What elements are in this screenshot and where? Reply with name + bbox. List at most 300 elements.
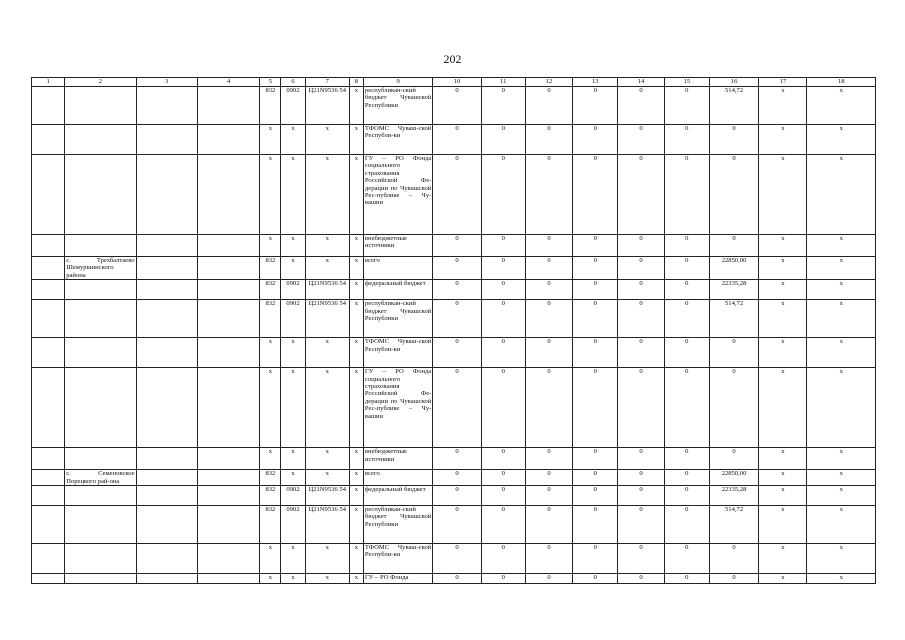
cell-value-col10: 0 — [433, 300, 481, 338]
cell-value-col11: 0 — [481, 280, 525, 300]
cell-value-col11: 0 — [481, 544, 525, 574]
cell-value-col18: x — [807, 87, 876, 125]
cell-value-col10: 0 — [433, 574, 481, 584]
cell-settlement — [65, 280, 136, 300]
cell-col1 — [32, 486, 65, 506]
cell-value-col12: 0 — [525, 486, 572, 506]
cell-value-col17: x — [759, 125, 807, 155]
cell-value-col13: 0 — [573, 338, 618, 368]
cell-funding-source: внебюджетные источники — [363, 235, 432, 257]
cell-settlement — [65, 574, 136, 584]
cell-value-col10: 0 — [433, 544, 481, 574]
cell-expense-type: x — [349, 257, 363, 280]
cell-value-col16: 22850,00 — [709, 470, 758, 486]
cell-value-col14: 0 — [618, 235, 664, 257]
cell-col1 — [32, 470, 65, 486]
cell-value-col11: 0 — [481, 338, 525, 368]
cell-value-col16: 0 — [709, 125, 758, 155]
cell-settlement — [65, 448, 136, 470]
cell-funding-source: республикан-ский бюджет Чувашской Республики — [363, 300, 432, 338]
cell-value-col18: x — [807, 368, 876, 448]
cell-col4 — [197, 87, 259, 125]
cell-value-col15: 0 — [664, 235, 709, 257]
cell-value-col12: 0 — [525, 470, 572, 486]
cell-funding-source: внебюджетные источники — [363, 448, 432, 470]
cell-ministry-code: 832 — [260, 280, 281, 300]
cell-value-col12: 0 — [525, 338, 572, 368]
cell-value-col11: 0 — [481, 448, 525, 470]
cell-settlement: с. Семеновское Порецкого рай-она — [66, 470, 135, 485]
cell-funding-source: федеральный бюджет — [363, 486, 432, 506]
cell-ministry-code: 832 — [260, 506, 281, 544]
cell-target-code: x — [305, 235, 349, 257]
cell-ministry-code: x — [260, 155, 281, 235]
cell-value-col11: 0 — [481, 486, 525, 506]
table-row — [32, 125, 876, 155]
column-header-1: 1 — [32, 78, 65, 87]
cell-value-col12: 0 — [525, 235, 572, 257]
cell-section-code: x — [281, 125, 305, 155]
cell-target-code: Ц21N9536 54 — [305, 87, 349, 125]
cell-value-col13: 0 — [573, 155, 618, 235]
cell-funding-source: ТФОМС Чуваш-ской Республи-ки — [363, 544, 432, 574]
cell-value-col15: 0 — [664, 506, 709, 544]
table-row — [32, 300, 876, 338]
cell-section-code: x — [281, 544, 305, 574]
table-row — [32, 87, 876, 125]
cell-value-col17: x — [759, 486, 807, 506]
budget-table — [31, 77, 876, 584]
cell-value-col15: 0 — [664, 300, 709, 338]
cell-col1 — [32, 338, 65, 368]
cell-value-col16: 0 — [709, 235, 758, 257]
cell-col1 — [32, 155, 65, 235]
cell-expense-type: x — [349, 506, 363, 544]
cell-value-col16: 22335,28 — [709, 280, 758, 300]
cell-ministry-code: 832 — [260, 87, 281, 125]
cell-target-code: x — [305, 368, 349, 448]
cell-funding-source: республикан-ский бюджет Чувашской Республики — [363, 506, 432, 544]
cell-value-col13: 0 — [573, 257, 618, 280]
cell-value-col18: x — [807, 574, 876, 584]
cell-value-col18: x — [807, 125, 876, 155]
cell-col4 — [197, 300, 259, 338]
column-header-11: 11 — [481, 78, 525, 87]
cell-col3 — [136, 506, 197, 544]
cell-col1 — [32, 257, 65, 280]
cell-value-col17: x — [759, 470, 807, 486]
cell-value-col15: 0 — [664, 257, 709, 280]
cell-value-col15: 0 — [664, 574, 709, 584]
cell-funding-source: республикан-ский бюджет Чувашской Республики — [363, 87, 432, 125]
cell-settlement — [65, 235, 136, 257]
cell-value-col18: x — [807, 235, 876, 257]
cell-value-col17: x — [759, 257, 807, 280]
cell-value-col11: 0 — [481, 574, 525, 584]
cell-col4 — [197, 486, 259, 506]
cell-value-col15: 0 — [664, 544, 709, 574]
cell-expense-type: x — [349, 338, 363, 368]
cell-value-col10: 0 — [433, 470, 481, 486]
cell-col1 — [32, 544, 65, 574]
cell-col3 — [136, 338, 197, 368]
cell-value-col16: 0 — [709, 338, 758, 368]
cell-col4 — [197, 338, 259, 368]
cell-value-col16: 514,72 — [709, 87, 758, 125]
cell-col4 — [197, 544, 259, 574]
cell-target-code: x — [305, 544, 349, 574]
cell-col4 — [197, 235, 259, 257]
cell-ministry-code: 832 — [260, 300, 281, 338]
table-row — [32, 544, 876, 574]
cell-expense-type: x — [349, 280, 363, 300]
cell-target-code: x — [305, 448, 349, 470]
cell-funding-source: ГУ – РО Фонда социального страхования Российской Фе-дерации по Чувашской Рес-публике – Чу-вашии — [363, 368, 432, 448]
cell-value-col14: 0 — [618, 280, 664, 300]
column-header-7: 7 — [305, 78, 349, 87]
cell-target-code: x — [305, 125, 349, 155]
cell-value-col11: 0 — [481, 155, 525, 235]
cell-value-col12: 0 — [525, 544, 572, 574]
cell-col3 — [136, 280, 197, 300]
cell-col3 — [136, 470, 197, 486]
cell-value-col18: x — [807, 280, 876, 300]
cell-settlement — [65, 368, 136, 448]
cell-value-col12: 0 — [525, 257, 572, 280]
cell-value-col18: x — [807, 257, 876, 280]
cell-ministry-code: x — [260, 368, 281, 448]
cell-value-col14: 0 — [618, 338, 664, 368]
cell-value-col17: x — [759, 235, 807, 257]
cell-value-col12: 0 — [525, 155, 572, 235]
cell-col3 — [136, 544, 197, 574]
cell-value-col15: 0 — [664, 155, 709, 235]
cell-col1 — [32, 125, 65, 155]
table-row — [32, 506, 876, 544]
cell-col4 — [197, 448, 259, 470]
cell-value-col16: 0 — [709, 544, 758, 574]
cell-value-col12: 0 — [525, 125, 572, 155]
cell-value-col10: 0 — [433, 280, 481, 300]
cell-ministry-code: 832 — [260, 486, 281, 506]
cell-value-col18: x — [807, 486, 876, 506]
cell-col4 — [197, 574, 259, 584]
cell-value-col14: 0 — [618, 544, 664, 574]
cell-col4 — [197, 470, 259, 486]
cell-section-code: x — [281, 257, 305, 280]
cell-value-col10: 0 — [433, 448, 481, 470]
page-number: 202 — [443, 52, 462, 66]
cell-col3 — [136, 125, 197, 155]
cell-col1 — [32, 368, 65, 448]
cell-col4 — [197, 155, 259, 235]
cell-value-col12: 0 — [525, 87, 572, 125]
cell-col1 — [32, 448, 65, 470]
cell-settlement — [65, 125, 136, 155]
cell-expense-type: x — [349, 448, 363, 470]
cell-section-code: x — [281, 448, 305, 470]
cell-value-col12: 0 — [525, 506, 572, 544]
column-header-12: 12 — [525, 78, 572, 87]
cell-expense-type: x — [349, 155, 363, 235]
cell-value-col12: 0 — [525, 448, 572, 470]
cell-value-col17: x — [759, 506, 807, 544]
cell-value-col13: 0 — [573, 486, 618, 506]
cell-value-col15: 0 — [664, 280, 709, 300]
cell-value-col16: 514,72 — [709, 506, 758, 544]
cell-value-col17: x — [759, 544, 807, 574]
table-row — [32, 338, 876, 368]
cell-target-code: x — [305, 338, 349, 368]
cell-funding-source: федеральный бюджет — [363, 280, 432, 300]
cell-settlement — [65, 506, 136, 544]
cell-value-col11: 0 — [481, 368, 525, 448]
cell-value-col11: 0 — [481, 257, 525, 280]
cell-value-col10: 0 — [433, 257, 481, 280]
cell-value-col13: 0 — [573, 574, 618, 584]
cell-value-col17: x — [759, 87, 807, 125]
cell-value-col14: 0 — [618, 257, 664, 280]
cell-col3 — [136, 300, 197, 338]
cell-value-col15: 0 — [664, 87, 709, 125]
column-header-5: 5 — [260, 78, 281, 87]
cell-col4 — [197, 506, 259, 544]
cell-target-code: x — [305, 470, 349, 486]
cell-col1 — [32, 506, 65, 544]
column-header-14: 14 — [618, 78, 664, 87]
cell-value-col10: 0 — [433, 125, 481, 155]
table-row — [32, 470, 876, 486]
cell-value-col13: 0 — [573, 470, 618, 486]
cell-value-col14: 0 — [618, 87, 664, 125]
cell-col3 — [136, 448, 197, 470]
cell-value-col16: 0 — [709, 368, 758, 448]
cell-value-col10: 0 — [433, 486, 481, 506]
table-row — [32, 574, 876, 584]
cell-value-col14: 0 — [618, 574, 664, 584]
column-header-2: 2 — [65, 78, 136, 87]
cell-value-col11: 0 — [481, 470, 525, 486]
cell-section-code: x — [281, 235, 305, 257]
cell-funding-source: всего — [363, 257, 432, 280]
cell-target-code: x — [305, 155, 349, 235]
cell-value-col11: 0 — [481, 87, 525, 125]
column-header-9: 9 — [363, 78, 432, 87]
cell-value-col11: 0 — [481, 125, 525, 155]
cell-funding-source: ГУ – РО Фонда социального страхования Российской Фе-дерации по Чувашской Рес-публике – Чу-вашии — [363, 155, 432, 235]
cell-value-col15: 0 — [664, 368, 709, 448]
cell-value-col14: 0 — [618, 155, 664, 235]
cell-col4 — [197, 368, 259, 448]
cell-col3 — [136, 574, 197, 584]
cell-value-col18: x — [807, 300, 876, 338]
table-row — [32, 448, 876, 470]
cell-value-col10: 0 — [433, 506, 481, 544]
cell-col3 — [136, 87, 197, 125]
cell-ministry-code: x — [260, 235, 281, 257]
cell-value-col13: 0 — [573, 544, 618, 574]
cell-value-col16: 22335,28 — [709, 486, 758, 506]
table-row — [32, 257, 876, 280]
cell-value-col13: 0 — [573, 280, 618, 300]
cell-target-code: x — [305, 574, 349, 584]
cell-ministry-code: x — [260, 125, 281, 155]
cell-value-col14: 0 — [618, 506, 664, 544]
cell-col3 — [136, 368, 197, 448]
cell-value-col15: 0 — [664, 448, 709, 470]
cell-value-col13: 0 — [573, 368, 618, 448]
cell-value-col12: 0 — [525, 300, 572, 338]
cell-value-col17: x — [759, 368, 807, 448]
cell-section-code: x — [281, 155, 305, 235]
cell-target-code: Ц21N9536 54 — [305, 300, 349, 338]
cell-expense-type: x — [349, 486, 363, 506]
cell-value-col18: x — [807, 544, 876, 574]
cell-settlement: с. Трехбалтаево Шемуршинского района — [66, 257, 135, 279]
cell-value-col12: 0 — [525, 280, 572, 300]
cell-value-col17: x — [759, 574, 807, 584]
cell-value-col11: 0 — [481, 506, 525, 544]
cell-value-col16: 0 — [709, 448, 758, 470]
cell-settlement — [65, 155, 136, 235]
cell-section-code: x — [281, 470, 305, 486]
cell-value-col13: 0 — [573, 87, 618, 125]
cell-value-col10: 0 — [433, 87, 481, 125]
column-header-18: 18 — [807, 78, 876, 87]
cell-expense-type: x — [349, 368, 363, 448]
cell-expense-type: x — [349, 300, 363, 338]
cell-value-col14: 0 — [618, 368, 664, 448]
cell-value-col14: 0 — [618, 448, 664, 470]
cell-col1 — [32, 574, 65, 584]
cell-settlement — [65, 300, 136, 338]
column-header-8: 8 — [349, 78, 363, 87]
cell-col4 — [197, 280, 259, 300]
table-row — [32, 235, 876, 257]
cell-value-col13: 0 — [573, 506, 618, 544]
cell-value-col10: 0 — [433, 338, 481, 368]
cell-value-col11: 0 — [481, 235, 525, 257]
cell-section-code: 0902 — [281, 486, 305, 506]
cell-value-col15: 0 — [664, 486, 709, 506]
cell-col1 — [32, 87, 65, 125]
column-header-3: 3 — [136, 78, 197, 87]
cell-target-code: x — [305, 257, 349, 280]
cell-expense-type: x — [349, 470, 363, 486]
cell-target-code: Ц21N9536 54 — [305, 280, 349, 300]
cell-ministry-code: x — [260, 574, 281, 584]
cell-col3 — [136, 235, 197, 257]
cell-value-col16: 0 — [709, 155, 758, 235]
table-row — [32, 368, 876, 448]
cell-section-code: 0902 — [281, 506, 305, 544]
column-header-15: 15 — [664, 78, 709, 87]
cell-section-code: x — [281, 574, 305, 584]
cell-value-col18: x — [807, 338, 876, 368]
cell-value-col16: 514,72 — [709, 300, 758, 338]
cell-ministry-code: x — [260, 338, 281, 368]
cell-value-col15: 0 — [664, 338, 709, 368]
cell-ministry-code: 832 — [260, 257, 281, 280]
cell-value-col17: x — [759, 155, 807, 235]
cell-value-col17: x — [759, 300, 807, 338]
cell-settlement — [65, 338, 136, 368]
cell-value-col13: 0 — [573, 125, 618, 155]
cell-value-col18: x — [807, 506, 876, 544]
cell-ministry-code: x — [260, 448, 281, 470]
cell-section-code: 0902 — [281, 87, 305, 125]
cell-col4 — [197, 125, 259, 155]
cell-value-col10: 0 — [433, 235, 481, 257]
cell-value-col17: x — [759, 338, 807, 368]
cell-target-code: Ц21N9536 54 — [305, 506, 349, 544]
cell-col1 — [32, 300, 65, 338]
cell-value-col18: x — [807, 470, 876, 486]
cell-col3 — [136, 155, 197, 235]
cell-section-code: x — [281, 338, 305, 368]
cell-section-code: 0902 — [281, 280, 305, 300]
cell-value-col14: 0 — [618, 125, 664, 155]
cell-value-col15: 0 — [664, 125, 709, 155]
cell-section-code: 0902 — [281, 300, 305, 338]
cell-expense-type: x — [349, 125, 363, 155]
table-row — [32, 486, 876, 506]
cell-expense-type: x — [349, 544, 363, 574]
cell-value-col10: 0 — [433, 155, 481, 235]
cell-col3 — [136, 257, 197, 280]
cell-value-col10: 0 — [433, 368, 481, 448]
column-header-4: 4 — [197, 78, 259, 87]
cell-value-col18: x — [807, 448, 876, 470]
cell-value-col15: 0 — [664, 470, 709, 486]
cell-expense-type: x — [349, 87, 363, 125]
cell-col1 — [32, 280, 65, 300]
cell-settlement — [65, 544, 136, 574]
column-header-13: 13 — [573, 78, 618, 87]
cell-expense-type: x — [349, 574, 363, 584]
cell-value-col12: 0 — [525, 368, 572, 448]
cell-expense-type: x — [349, 235, 363, 257]
cell-funding-source: ТФОМС Чуваш-ской Республи-ки — [363, 125, 432, 155]
cell-col4 — [197, 257, 259, 280]
cell-value-col17: x — [759, 448, 807, 470]
cell-settlement — [65, 87, 136, 125]
cell-value-col18: x — [807, 155, 876, 235]
cell-ministry-code: x — [260, 544, 281, 574]
table-row — [32, 155, 876, 235]
cell-funding-source: ТФОМС Чуваш-ской Республи-ки — [363, 338, 432, 368]
cell-value-col11: 0 — [481, 300, 525, 338]
cell-value-col12: 0 — [525, 574, 572, 584]
cell-target-code: Ц21N9536 54 — [305, 486, 349, 506]
cell-value-col13: 0 — [573, 448, 618, 470]
column-number-row — [32, 78, 876, 87]
cell-ministry-code: 832 — [260, 470, 281, 486]
table-row — [32, 280, 876, 300]
cell-col1 — [32, 235, 65, 257]
column-header-17: 17 — [759, 78, 807, 87]
cell-value-col17: x — [759, 280, 807, 300]
column-header-6: 6 — [281, 78, 305, 87]
cell-col3 — [136, 486, 197, 506]
cell-value-col16: 0 — [709, 574, 758, 584]
cell-value-col13: 0 — [573, 235, 618, 257]
cell-funding-source: ГУ – РО Фонда — [363, 574, 432, 584]
cell-value-col14: 0 — [618, 470, 664, 486]
cell-value-col13: 0 — [573, 300, 618, 338]
cell-value-col16: 22850,00 — [709, 257, 758, 280]
column-header-16: 16 — [709, 78, 758, 87]
